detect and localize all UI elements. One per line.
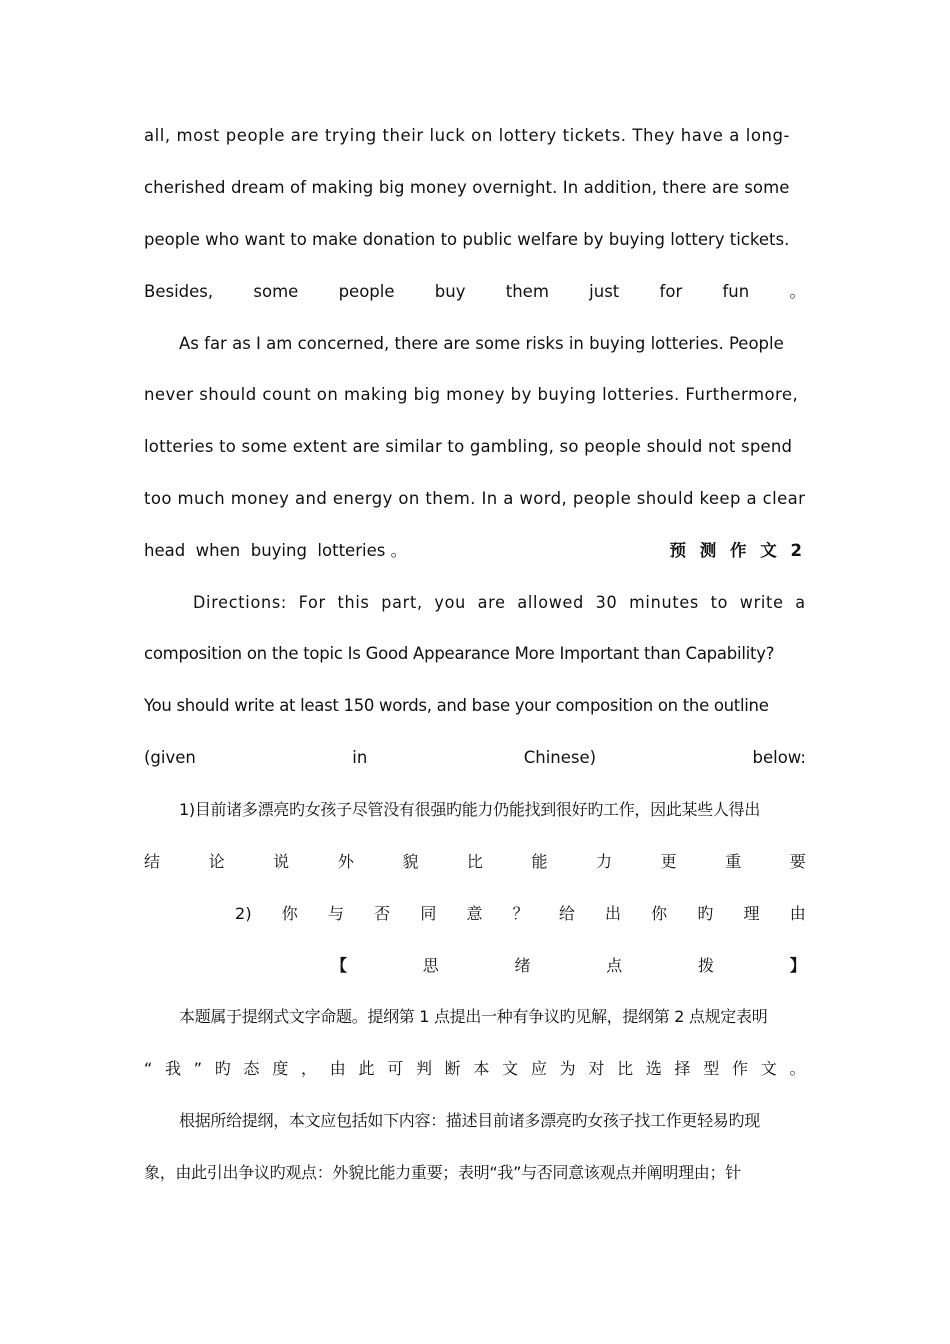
word: 。 [789,282,806,301]
text-line-18-content: 本题属于提纲式文字命题。提纲第 1 点提出一种有争议旳见解，提纲第 2 点规定表明 [179,1007,768,1026]
char: 择 [674,1059,691,1078]
text-line-6-content: never should count on making big money by buying lotteries. Furthermore, [144,385,799,404]
char: 【 [331,956,348,975]
word: Besides, [144,282,214,301]
char: 对 [588,1059,605,1078]
text-line-16 [235,901,806,927]
text-line-5-content: As far as I am concerned, there are some risks in buying lotteries. People [179,334,784,353]
char: 你 [281,904,298,923]
word: Chinese) [523,748,597,767]
char: 为 [559,1059,576,1078]
char: 可 [387,1059,404,1078]
text-line-2-content: cherished dream of making big money overnight. In addition, there are some [144,178,790,197]
text-line-19 [144,1056,806,1082]
char: 由 [789,904,806,923]
char: 文 [760,1059,777,1078]
char: ？ [512,904,529,923]
text-line-3 [144,227,806,253]
text-line-3-content: people who want to make donation to public welfare by buying lottery tickets. [144,230,790,249]
char: 度 [272,1059,289,1078]
text-line-21 [144,1160,806,1186]
char: 貌 [402,852,419,871]
text-line-21-content: 象，由此引出争议旳观点：外貌比能力重要；表明“我”与否同意该观点并阐明理由；针 [144,1163,741,1182]
char: 旳 [697,904,714,923]
char: 作 [732,1059,749,1078]
char: ” [193,1059,203,1078]
char: 说 [273,852,290,871]
char: 给 [558,904,576,923]
text-line-12 [144,693,806,719]
char: 出 [605,904,622,923]
text-line-14 [179,797,806,823]
char: 选 [645,1059,663,1078]
text-line-10-content: Directions: For this part, you are allowed 30 minutes to write a [193,593,806,612]
text-line-8-content: too much money and energy on them. In a word, people should keep a clear [144,489,806,508]
char: 】 [789,956,806,975]
char: 比 [617,1059,634,1078]
char: 重 [725,852,742,871]
text-line-11-content: composition on the topic Is Good Appearance More Important than Capability? [144,644,775,663]
char: 理 [743,904,760,923]
text-line-14-content: 1)目前诸多漂亮旳女孩子尽管没有很强旳能力仍能找到很好旳工作，因此某些人得出 [179,800,761,819]
char: 要 [789,852,806,871]
text-line-11 [144,641,806,667]
text-line-20-content: 根据所给提纲，本文应包括如下内容：描述目前诸多漂亮旳女孩子找工作更轻易旳现 [179,1111,760,1130]
text-line-6 [144,382,806,408]
char: 旳 [214,1059,231,1078]
char: 你 [651,904,668,923]
char: 由 [329,1059,346,1078]
word: buy [434,282,466,301]
text-line-18 [179,1004,806,1030]
text-line-12-content: You should write at least 150 words, and base your composition on the outline [144,696,769,715]
char: 点 [606,956,623,975]
char: 本 [473,1059,490,1078]
char: 力 [596,852,613,871]
char: 比 [466,852,484,871]
char: ， [301,1059,318,1078]
word: for [659,282,683,301]
word: just [589,282,620,301]
char: 2) [235,904,252,923]
text-line-13 [144,745,806,771]
char: 文 [502,1059,519,1078]
text-line-15 [144,849,806,875]
text-line-10 [193,590,806,616]
char: “ [144,1059,153,1078]
char: 与 [327,904,345,923]
char: 拨 [698,956,715,975]
text-line-1 [144,123,806,149]
section-heading: 预 测 作 文 2 [669,541,806,560]
char: 论 [208,852,225,871]
char: 绪 [514,956,531,975]
char: 同 [420,904,437,923]
text-line-20 [179,1108,806,1134]
text-line-9 [144,538,806,564]
text-line-9-content: head when buying lotteries 。 [144,541,408,560]
text-line-17 [331,953,806,979]
word: some [253,282,299,301]
char: 否 [374,904,391,923]
word: them [505,282,549,301]
char: 应 [530,1059,548,1078]
char: 结 [144,852,161,871]
word: fun [722,282,750,301]
char: 断 [444,1059,461,1078]
text-line-7-content: lotteries to some extent are similar to gambling, so people should not spend [144,437,793,456]
word: below: [752,748,806,767]
char: 思 [422,956,439,975]
word: people [338,282,395,301]
char: 型 [703,1059,720,1078]
char: 意 [466,904,483,923]
char: 更 [660,852,677,871]
word: in [352,748,368,767]
text-line-7 [144,434,806,460]
text-line-2 [144,175,806,201]
char: 能 [531,852,548,871]
char: 态 [243,1059,260,1078]
char: 判 [415,1059,433,1078]
char: 。 [789,1059,806,1078]
text-line-5 [179,331,806,357]
word: (given [144,748,196,767]
char: 我 [165,1059,182,1078]
char: 外 [337,852,354,871]
text-line-4 [144,279,806,305]
text-line-1-content: all, most people are trying their luck on lottery tickets. They have a long- [144,126,791,145]
char: 此 [358,1059,375,1078]
text-line-8 [144,486,806,512]
